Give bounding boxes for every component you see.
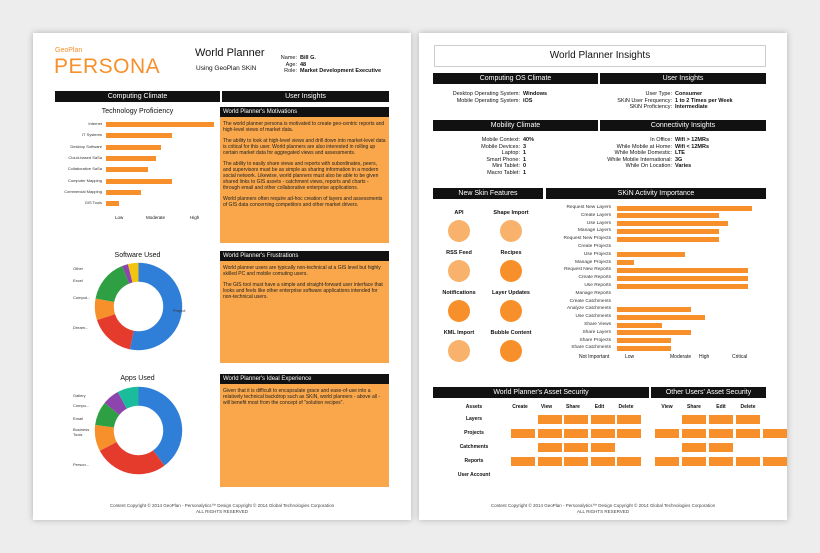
- feature-circle: [448, 300, 470, 322]
- tech-bar: [106, 179, 172, 184]
- apps-label: Compu...: [73, 403, 90, 408]
- frustrations-header: World Planner's Frustrations: [220, 251, 389, 261]
- user-insights-header: User Insights: [222, 91, 389, 102]
- motivations-panel: [220, 107, 389, 243]
- activity-label: Share Views: [584, 322, 611, 327]
- activity-label: Request New Layers: [566, 205, 611, 210]
- feature-label: Notifications: [442, 290, 476, 296]
- scale-low: Low: [115, 215, 124, 220]
- kv-row: [433, 157, 598, 164]
- security-col: Share: [687, 404, 701, 410]
- kv-row: [433, 170, 598, 177]
- activity-scale-label: Moderate: [670, 354, 692, 360]
- kv-key: Mini Tablet:: [492, 163, 520, 170]
- frustration-text: World planner users are typically non-technical at a GIS level but highly skilled PC and mobile comuting users.: [223, 265, 381, 277]
- profile-key: Name:: [280, 55, 297, 61]
- tech-label: IT Systems: [82, 132, 102, 138]
- kv-row: [600, 91, 765, 98]
- security-cell: [538, 415, 562, 424]
- profile-value: Bill G.: [300, 55, 316, 61]
- profile-key: Role:: [284, 68, 297, 75]
- activity-bar: [617, 338, 671, 343]
- user-insights-header: User Insights: [600, 73, 766, 84]
- kv-key: Mobile Context:: [481, 137, 520, 143]
- security-cell: [538, 457, 562, 466]
- kv-key: Mobile Devices:: [481, 143, 520, 150]
- ideal-header: World Planner's Ideal Experience: [220, 374, 389, 384]
- software-label: Excel: [73, 278, 83, 283]
- new-features-header: New Skin Features: [433, 188, 543, 199]
- activity-header: SKiN Activity Importance: [546, 188, 766, 199]
- activity-label: Create Catchments: [569, 298, 611, 304]
- activity-bar: [617, 330, 691, 335]
- footer: [43, 503, 401, 514]
- kv-key: While Mobile Domestic:: [614, 150, 672, 157]
- security-cell: [591, 443, 615, 452]
- tech-label: Computer Mapping: [67, 177, 102, 183]
- footer-copyright: Content Copyright © 2014 GeoPlan - Personalytics™ Design Copyright © 2014 Global Technologies Corporation: [490, 503, 716, 508]
- security-col: Create: [512, 404, 528, 410]
- activity-label: Use Projects: [583, 251, 611, 257]
- software-donut: [91, 259, 186, 354]
- mobility-list: [433, 137, 598, 177]
- security-row-label: Catchments: [459, 444, 489, 450]
- kv-row: [433, 163, 598, 170]
- feature-label: Recipes: [500, 250, 522, 256]
- tech-label: Commercial Mapping: [64, 188, 102, 194]
- tech-label: Internet: [88, 121, 102, 126]
- security-cell: [617, 457, 641, 466]
- security-cell: [682, 443, 706, 452]
- security-col: Share: [566, 404, 580, 410]
- security-col: Delete: [618, 404, 634, 410]
- connectivity-header: Connectivity Insights: [600, 120, 766, 131]
- feature-circle: [448, 220, 470, 242]
- profile-row: [273, 62, 388, 69]
- footer-copyright: Content Copyright © 2014 GeoPlan - Personalytics™ Design Copyright © 2014 Global Technologies Corporation: [109, 503, 335, 508]
- ideal-panel: [220, 374, 389, 487]
- activity-bar: [617, 284, 748, 289]
- tech-bar: [106, 122, 214, 127]
- profile-key: Age:: [285, 61, 297, 68]
- kv-value: 1: [523, 169, 527, 176]
- security-col: View: [540, 404, 553, 410]
- ideal-text: Given that it is difficult to encapsulate grace and ease-of-use into a relatively technical backdrop such as SKiN, world planners - above all - will benefit most from the concept of "solution recipes".: [223, 388, 381, 406]
- security-cell: [763, 457, 787, 466]
- activity-bar: [617, 252, 685, 257]
- feature-label: API: [454, 210, 464, 216]
- profile-row: [273, 68, 388, 75]
- frustration-text: The GIS tool must have a simple and straight-forward user interface that looks and feels like other enterprise software applications intended for non-technical users.: [223, 282, 383, 300]
- apps-label: Email: [73, 416, 84, 421]
- security-col: Assets: [465, 404, 483, 410]
- security-cell: [538, 443, 562, 452]
- security-cell: [682, 429, 706, 438]
- kv-row: [433, 91, 598, 98]
- kv-key: SKiN User Frequency:: [617, 97, 672, 104]
- kv-key: Smart Phone:: [486, 156, 520, 163]
- profile-row: [273, 55, 388, 62]
- security-row-label: Layers: [465, 416, 483, 422]
- kv-key: Laptop:: [501, 150, 520, 157]
- activity-label: Share Layers: [582, 329, 611, 335]
- connectivity-list: [600, 137, 765, 170]
- motivation-text: The world planner persona is motivated to create geo-centric reports and high-level views of market data.: [223, 121, 385, 133]
- profile-value: Market Development Executive: [300, 68, 382, 75]
- kv-key: Mobile Operating System:: [456, 97, 520, 104]
- kv-key: While On Location:: [625, 163, 672, 170]
- activity-label: Manage Layers: [577, 228, 611, 234]
- apps-label: Gallery: [73, 393, 86, 398]
- scale-moderate: Moderate: [146, 215, 166, 220]
- activity-label: Share Catchments: [571, 345, 611, 351]
- feature-label: Shape Import: [493, 210, 529, 216]
- other-security-header: Other Users' Asset Security: [651, 387, 766, 398]
- apps-title: Apps Used: [120, 375, 155, 382]
- activity-label: Use Catchments: [575, 314, 611, 320]
- footer-rights: ALL RIGHTS RESERVED: [576, 508, 630, 514]
- activity-scale-label: High: [699, 354, 710, 360]
- kv-value: Varies: [675, 163, 692, 170]
- apps-label: Person...: [73, 462, 90, 467]
- kv-value: Intermediate: [675, 104, 708, 111]
- kv-key: While Mobile International:: [607, 156, 672, 163]
- kv-row: [433, 144, 598, 151]
- security-col: Edit: [716, 404, 726, 410]
- security-col: View: [661, 404, 673, 410]
- activity-scale-label: Critical: [732, 354, 748, 360]
- page-subtitle: Using GeoPlan SKiN: [196, 65, 257, 72]
- tech-bar: [106, 167, 148, 172]
- apps-donut: [91, 383, 186, 478]
- activity-label: Manage Reports: [575, 290, 611, 296]
- activity-bar: [617, 323, 662, 328]
- kv-row: [433, 137, 598, 144]
- kv-value: Consumer: [675, 91, 703, 97]
- kv-row: [600, 144, 765, 151]
- mobility-header: Mobility Climate: [433, 120, 598, 131]
- kv-row: [433, 150, 598, 157]
- kv-value: 3: [523, 143, 527, 150]
- activity-label: Use Reports: [584, 283, 611, 288]
- security-cell: [591, 415, 615, 424]
- kv-value: 1: [523, 156, 527, 163]
- feature-circle: [500, 300, 522, 322]
- kv-value: 40%: [523, 137, 535, 143]
- frustrations-panel: [220, 251, 389, 363]
- motivation-text: The ability to easily share views and reports with subordinates, peers, and supervisors must be as simple as sharing information in a modern social network. Likewise, world planners must also be able to be given shared links to GIS assets - catchment views, reports and charts - through email and other collaborative enterprise applications.: [223, 161, 379, 191]
- security-col: Delete: [740, 404, 756, 410]
- apps-label: Business Tools: [73, 427, 90, 437]
- feature-circle: [500, 220, 522, 242]
- software-label: Dream...: [73, 325, 89, 330]
- security-cell: [564, 429, 588, 438]
- kv-value: 3G: [675, 156, 683, 163]
- tech-bar: [106, 145, 161, 150]
- kv-row: [600, 150, 765, 157]
- security-cell: [682, 457, 706, 466]
- kv-value: 1 to 2 Times per Week: [675, 97, 733, 104]
- kv-value: 0: [523, 163, 527, 170]
- security-cell: [736, 429, 760, 438]
- tech-bar: [106, 201, 119, 206]
- software-label: Other: [73, 266, 84, 271]
- security-cell: [682, 415, 706, 424]
- activity-scale-label: Low: [625, 354, 635, 360]
- kv-value: LTE: [675, 150, 685, 157]
- asset-security-header: World Planner's Asset Security: [433, 387, 649, 398]
- security-cell: [564, 415, 588, 424]
- tech-bar: [106, 133, 172, 138]
- scale-high: High: [190, 215, 200, 220]
- activity-bar: [617, 268, 748, 273]
- activity-bar: [617, 221, 728, 226]
- kv-row: [433, 98, 598, 105]
- brand-small: GeoPlan: [55, 47, 83, 54]
- insights-page: [419, 33, 787, 520]
- tech-bar: [106, 190, 141, 195]
- security-cell: [655, 429, 679, 438]
- security-cell: [564, 457, 588, 466]
- software-title: Software Used: [114, 252, 161, 259]
- kv-value: iOS: [523, 97, 533, 104]
- kv-key: Macro Tablet:: [487, 169, 520, 176]
- activity-bar: [617, 307, 691, 312]
- kv-value: Windows: [523, 91, 548, 97]
- brand-title: PERSONA: [54, 55, 161, 78]
- tech-label: GIS Tools: [84, 200, 102, 206]
- software-label: Comput...: [73, 295, 91, 300]
- kv-value: Wifi > 12MRs: [675, 137, 710, 143]
- profile-list: [273, 55, 388, 75]
- os-list: [433, 91, 598, 104]
- security-cell: [591, 457, 615, 466]
- security-cell: [736, 415, 760, 424]
- kv-row: [600, 104, 765, 111]
- motivations-header: World Planner's Motivations: [220, 107, 389, 117]
- computing-climate-header: Computing Climate: [55, 91, 220, 102]
- activity-label: Create Layers: [580, 212, 611, 218]
- kv-value: 1: [523, 150, 527, 157]
- os-climate-header: Computing OS Climate: [433, 73, 598, 84]
- profile-value: 48: [300, 61, 307, 68]
- security-row-label: Reports: [464, 458, 484, 464]
- security-cell: [655, 457, 679, 466]
- activity-label: Share Projects: [579, 337, 611, 343]
- feature-label: Layer Updates: [492, 290, 530, 296]
- security-row-label: Projects: [464, 430, 484, 436]
- kv-row: [600, 137, 765, 144]
- activity-label: Create Projects: [577, 244, 611, 249]
- security-cell: [617, 429, 641, 438]
- feature-label: RSS Feed: [446, 250, 472, 256]
- kv-key: In Office:: [650, 137, 672, 143]
- feature-circle: [448, 340, 470, 362]
- activity-label: Use Layers: [586, 220, 611, 226]
- tech-label: Collaborative SaSa: [67, 166, 102, 172]
- activity-scale-label: Not Important: [579, 354, 610, 360]
- security-row-label: User Account: [457, 472, 491, 478]
- tech-label: Desktop Software: [70, 143, 102, 149]
- kv-key: Desktop Operating System:: [452, 91, 520, 97]
- kv-key: While Mobile at Home:: [616, 143, 672, 150]
- activity-bar: [617, 213, 719, 218]
- footer-rights: ALL RIGHTS RESERVED: [195, 508, 249, 514]
- kv-key: User Type:: [645, 91, 672, 97]
- activity-bar: [617, 276, 748, 281]
- security-cell: [538, 429, 562, 438]
- activity-label: Request New Reports: [564, 267, 611, 273]
- activity-label: Analyze Catchments: [567, 306, 611, 312]
- tech-title: Technology Proficiency: [101, 108, 174, 115]
- feature-label: Bubble Content: [490, 330, 532, 336]
- security-cell: [617, 415, 641, 424]
- tech-label: Cloud-based SaSa: [68, 154, 102, 160]
- kv-key: SKiN Proficiency:: [629, 104, 672, 111]
- feature-circle: [500, 260, 522, 282]
- feature-label: KML Import: [443, 330, 475, 336]
- kv-value: Wifi < 12MRs: [675, 143, 710, 150]
- security-cell: [763, 429, 787, 438]
- security-cell: [511, 429, 535, 438]
- security-col: Edit: [594, 404, 605, 410]
- activity-bar: [617, 346, 671, 351]
- software-label: Project: [173, 308, 186, 313]
- kv-row: [600, 163, 765, 170]
- security-cell: [564, 443, 588, 452]
- security-cell: [709, 415, 733, 424]
- footer: [424, 503, 782, 514]
- feature-circle: [500, 340, 522, 362]
- security-cell: [511, 457, 535, 466]
- security-cell: [709, 443, 733, 452]
- activity-bar: [617, 315, 705, 320]
- motivation-text: World planners often require ad-hoc creation of layers and assessments of GIS data concerning competitors and other market drivers.: [223, 196, 383, 208]
- activity-label: Manage Projects: [575, 259, 611, 265]
- ui-list: [600, 91, 765, 111]
- activity-label: Create Reports: [578, 275, 611, 281]
- kv-row: [600, 98, 765, 105]
- security-cell: [709, 457, 733, 466]
- activity-bar: [617, 229, 719, 234]
- kv-row: [600, 157, 765, 164]
- activity-bar: [617, 260, 634, 265]
- security-cell: [591, 429, 615, 438]
- tech-bar: [106, 156, 156, 161]
- security-cell: [709, 429, 733, 438]
- activity-label: Request New Projects: [563, 236, 611, 242]
- motivation-text: The ability to look at high-level views and drill down into market-level data is critical for this user. World planners are also interested in rolling up certain market data for aggregated views and assessments.: [223, 138, 386, 156]
- page-title: World Planner: [195, 47, 265, 59]
- activity-bar: [617, 206, 752, 211]
- persona-page: [33, 33, 411, 520]
- insights-title: World Planner Insights: [434, 45, 766, 67]
- feature-circle: [448, 260, 470, 282]
- security-cell: [736, 457, 760, 466]
- activity-bar: [617, 237, 719, 242]
